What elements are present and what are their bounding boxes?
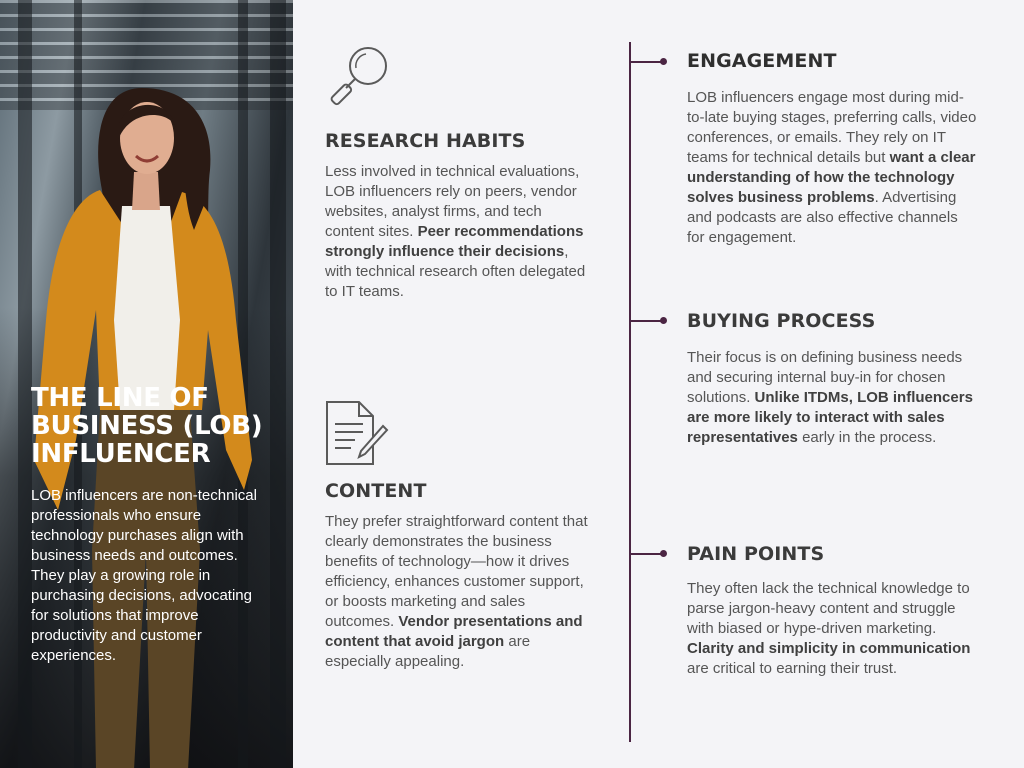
pain-points-title: PAIN POINTS	[687, 543, 825, 565]
research-habits-text: Less involved in technical evaluations, LOB influencers rely on peers, vendor websites, analyst firms, and tech content sites. Peer recommendations strongly influence their decisions, with technical research often delegated to IT teams.	[325, 163, 586, 300]
pain-points-text: They often lack the technical knowledge to parse jargon-heavy content and struggle with biased or hype-driven marketing. Clarity and simplicity in communication are critical to earning their trust.	[687, 580, 971, 677]
buying-process-text: Their focus is on defining business needs and securing internal buy-in for chosen solutions. Unlike ITDMs, LOB influencers are more likely to interact with sales representatives early in the process.	[687, 349, 973, 446]
timeline-dot	[660, 58, 667, 65]
research-habits-title: RESEARCH HABITS	[325, 130, 526, 152]
timeline-line	[629, 42, 631, 742]
timeline-dot	[660, 317, 667, 324]
engagement-title: ENGAGEMENT	[687, 50, 837, 72]
hero-title: THE LINE OF BUSINESS (LOB) INFLUENCER	[31, 383, 263, 469]
engagement-text: LOB influencers engage most during mid-to-late buying stages, preferring calls, video conferences, or emails. They rely on IT teams for technical details but want a clear understanding of how the technology solves business problems. Advertising and podcasts are also effective channels for engagement.	[687, 89, 977, 246]
buying-process-title: BUYING PROCESS	[687, 310, 876, 332]
hero-description: LOB influencers are non-technical professionals who ensure technology purchases align with business needs and outcomes. They play a growing role in purchasing decisions, advocating for solutions that improve productivity and customer experiences.	[31, 487, 257, 664]
content-title: CONTENT	[325, 480, 427, 502]
timeline-dot	[660, 550, 667, 557]
content-text: They prefer straightforward content that clearly demonstrates the business benefits of technology—how it drives efficiency, enhances customer support, or boosts marketing and sales outcomes. Vendor presentations and content that avoid jargon are especially appealing.	[325, 513, 588, 670]
hero-panel	[0, 0, 293, 768]
document-pen-icon	[325, 400, 389, 473]
magnifying-glass-icon	[326, 44, 392, 121]
